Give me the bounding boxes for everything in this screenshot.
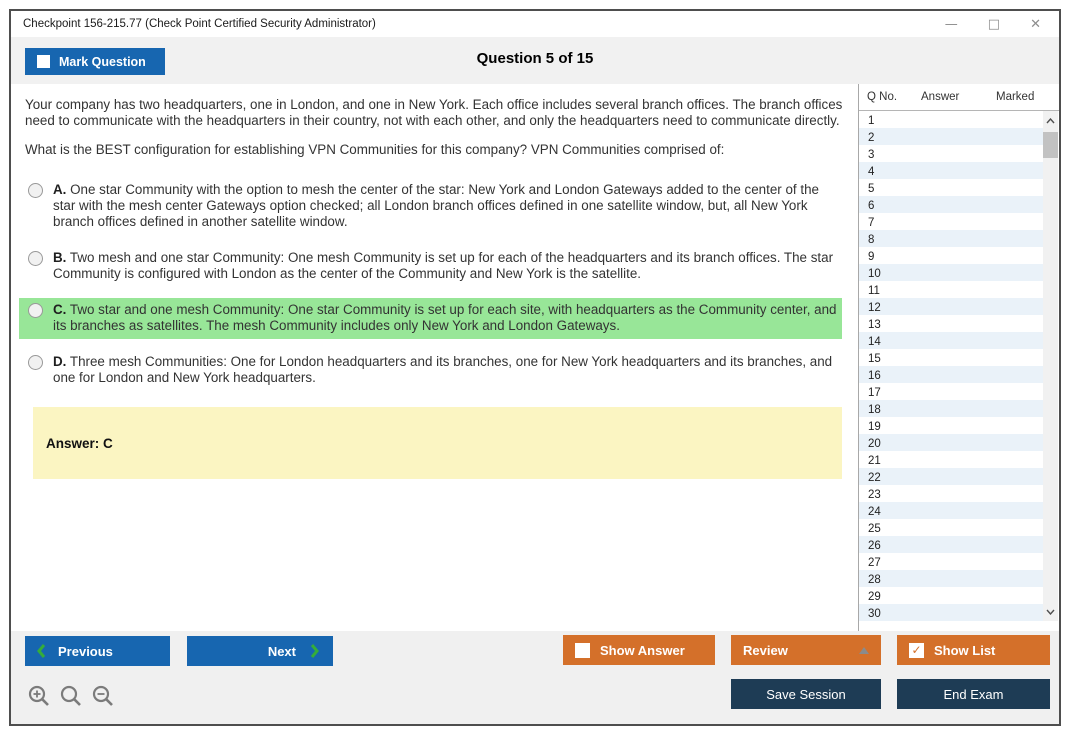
question-row[interactable] bbox=[859, 468, 1044, 485]
question-number: 17 bbox=[868, 387, 881, 399]
question-number: 6 bbox=[868, 200, 875, 212]
question-number: 18 bbox=[868, 404, 881, 416]
question-prompt: What is the BEST configuration for establishing VPN Communities for this company? VPN Communities comprised of: bbox=[25, 142, 725, 157]
option-text: D. Three mesh Communities: One for London headquarters and its branches, one for New York headquarters and its branches, and one for London and New York headquarters. bbox=[53, 354, 833, 385]
chevron-right-icon bbox=[310, 644, 319, 658]
question-number: 3 bbox=[868, 149, 875, 161]
mark-question-label: Mark Question bbox=[59, 54, 146, 69]
window-controls bbox=[945, 18, 1059, 31]
zoom-in-icon[interactable] bbox=[27, 684, 52, 709]
show-list-button[interactable] bbox=[897, 635, 1050, 665]
radio-B[interactable] bbox=[28, 251, 43, 266]
option-text: B. Two mesh and one star Community: One mesh Community is set up for each of the headquarters and its branch offices. The star Community is configured with London as the center of the Community and New York is the satellite. bbox=[53, 250, 834, 281]
question-number: 20 bbox=[868, 438, 881, 450]
question-row[interactable] bbox=[859, 298, 1044, 315]
show-answer-label: Show Answer bbox=[600, 642, 685, 658]
question-number: 12 bbox=[868, 302, 881, 314]
question-row[interactable] bbox=[859, 230, 1044, 247]
show-list-checkbox[interactable] bbox=[909, 643, 924, 658]
option-row-D[interactable] bbox=[19, 350, 842, 391]
question-row[interactable] bbox=[859, 485, 1044, 502]
show-answer-button[interactable] bbox=[563, 635, 715, 665]
question-list-panel bbox=[858, 84, 1059, 631]
question-row[interactable] bbox=[859, 604, 1044, 621]
main-area bbox=[11, 84, 1059, 631]
question-row[interactable] bbox=[859, 383, 1044, 400]
question-row[interactable] bbox=[859, 434, 1044, 451]
question-row[interactable] bbox=[859, 179, 1044, 196]
question-number: 28 bbox=[868, 574, 881, 586]
question-list bbox=[859, 111, 1044, 621]
review-button[interactable] bbox=[731, 635, 881, 665]
header-band bbox=[11, 37, 1059, 84]
option-text: C. Two star and one mesh Community: One star Community is set up for each site, with headquarters as the Community center, and its branches as satellites. The mesh Community includes only New York and London Gateways. bbox=[53, 302, 837, 333]
question-number: 13 bbox=[868, 319, 881, 331]
previous-button[interactable] bbox=[25, 636, 170, 666]
question-number: 9 bbox=[868, 251, 875, 263]
show-list-label: Show List bbox=[934, 642, 996, 658]
question-number: 7 bbox=[868, 217, 875, 229]
question-row[interactable] bbox=[859, 213, 1044, 230]
question-row[interactable] bbox=[859, 315, 1044, 332]
column-marked: Marked bbox=[996, 91, 1035, 103]
window-title: Checkpoint 156-215.77 (Check Point Certified Security Administrator) bbox=[23, 18, 376, 30]
question-number: 29 bbox=[868, 591, 881, 603]
question-row[interactable] bbox=[859, 264, 1044, 281]
radio-C[interactable] bbox=[28, 303, 43, 318]
end-exam-label: End Exam bbox=[943, 686, 1004, 702]
scrollbar-thumb[interactable] bbox=[1043, 132, 1058, 158]
minimize-icon[interactable]: — bbox=[944, 16, 958, 32]
question-number: 30 bbox=[868, 608, 881, 620]
question-row[interactable] bbox=[859, 366, 1044, 383]
end-exam-button[interactable] bbox=[897, 679, 1050, 709]
question-number: 23 bbox=[868, 489, 881, 501]
column-answer: Answer bbox=[921, 91, 960, 103]
question-row[interactable] bbox=[859, 128, 1044, 145]
save-session-button[interactable] bbox=[731, 679, 881, 709]
check-icon: ✓ bbox=[911, 643, 922, 657]
answer-text: Answer: C bbox=[46, 435, 113, 451]
question-number: 21 bbox=[868, 455, 881, 467]
question-number: 8 bbox=[868, 234, 875, 246]
question-row[interactable] bbox=[859, 162, 1044, 179]
next-button[interactable] bbox=[187, 636, 333, 666]
question-row[interactable] bbox=[859, 536, 1044, 553]
question-number: 15 bbox=[868, 353, 881, 365]
save-session-label: Save Session bbox=[766, 686, 846, 702]
triangle-up-icon bbox=[859, 647, 869, 654]
question-row[interactable] bbox=[859, 281, 1044, 298]
maximize-icon[interactable]: □ bbox=[987, 16, 1001, 32]
question-row[interactable] bbox=[859, 349, 1044, 366]
question-number: 4 bbox=[868, 166, 875, 178]
question-text: Your company has two headquarters, one in London, and one in New York. Each office includes several branch offices. The branch offices need to communicate with the headquarters in their country, not with each other, and only the headquarters need to communicate directly. bbox=[25, 97, 843, 128]
bottom-bar bbox=[11, 631, 1059, 724]
question-number: 16 bbox=[868, 370, 881, 382]
question-row[interactable] bbox=[859, 570, 1044, 587]
scroll-up-icon[interactable] bbox=[1043, 113, 1058, 128]
question-number: 27 bbox=[868, 557, 881, 569]
option-row-B[interactable] bbox=[19, 246, 842, 287]
chevron-left-icon bbox=[37, 644, 46, 658]
question-row[interactable] bbox=[859, 417, 1044, 434]
close-icon[interactable]: ✕ bbox=[1030, 16, 1041, 32]
exam-window bbox=[9, 9, 1061, 726]
question-number: 22 bbox=[868, 472, 881, 484]
question-panel bbox=[11, 84, 858, 631]
question-counter: Question 5 of 15 bbox=[476, 50, 594, 67]
zoom-controls bbox=[27, 684, 116, 709]
question-row[interactable] bbox=[859, 196, 1044, 213]
radio-A[interactable] bbox=[28, 183, 43, 198]
question-number: 24 bbox=[868, 506, 881, 518]
question-number: 10 bbox=[868, 268, 881, 280]
radio-D[interactable] bbox=[28, 355, 43, 370]
zoom-out-icon[interactable] bbox=[91, 684, 116, 709]
question-row[interactable] bbox=[859, 519, 1044, 536]
question-list-header bbox=[859, 84, 1059, 111]
question-number: 14 bbox=[868, 336, 881, 348]
question-row[interactable] bbox=[859, 111, 1044, 128]
question-row[interactable] bbox=[859, 332, 1044, 349]
next-label: Next bbox=[267, 643, 296, 659]
option-row-A[interactable] bbox=[19, 178, 842, 235]
option-text: A. One star Community with the option to mesh the center of the star: New York and London Gateways added to the center of the star with the mesh center Gateways option checked; all London branch offices defined in one satellite window, but, all New York branch offices defined in another satellite window. bbox=[53, 182, 819, 229]
question-row[interactable] bbox=[859, 451, 1044, 468]
options-list bbox=[25, 178, 848, 391]
question-number: 1 bbox=[868, 115, 875, 127]
question-row[interactable] bbox=[859, 400, 1044, 417]
question-number: 2 bbox=[868, 132, 875, 144]
question-number: 11 bbox=[868, 285, 880, 297]
scroll-down-icon[interactable] bbox=[1043, 604, 1058, 619]
show-answer-checkbox[interactable] bbox=[575, 643, 590, 658]
zoom-reset-icon[interactable] bbox=[59, 684, 84, 709]
review-label: Review bbox=[743, 642, 788, 658]
answer-box bbox=[33, 407, 842, 479]
question-row[interactable] bbox=[859, 553, 1044, 570]
question-number: 5 bbox=[868, 183, 875, 195]
titlebar bbox=[11, 11, 1059, 37]
previous-label: Previous bbox=[58, 643, 113, 659]
question-row[interactable] bbox=[859, 587, 1044, 604]
question-number: 19 bbox=[868, 421, 881, 433]
option-row-C[interactable] bbox=[19, 298, 842, 339]
question-number: 25 bbox=[868, 523, 881, 535]
question-row[interactable] bbox=[859, 145, 1044, 162]
column-qno: Q No. bbox=[867, 91, 898, 103]
question-number: 26 bbox=[868, 540, 881, 552]
question-row[interactable] bbox=[859, 502, 1044, 519]
question-row[interactable] bbox=[859, 247, 1044, 264]
question-list-scrollbar[interactable] bbox=[1043, 111, 1058, 621]
